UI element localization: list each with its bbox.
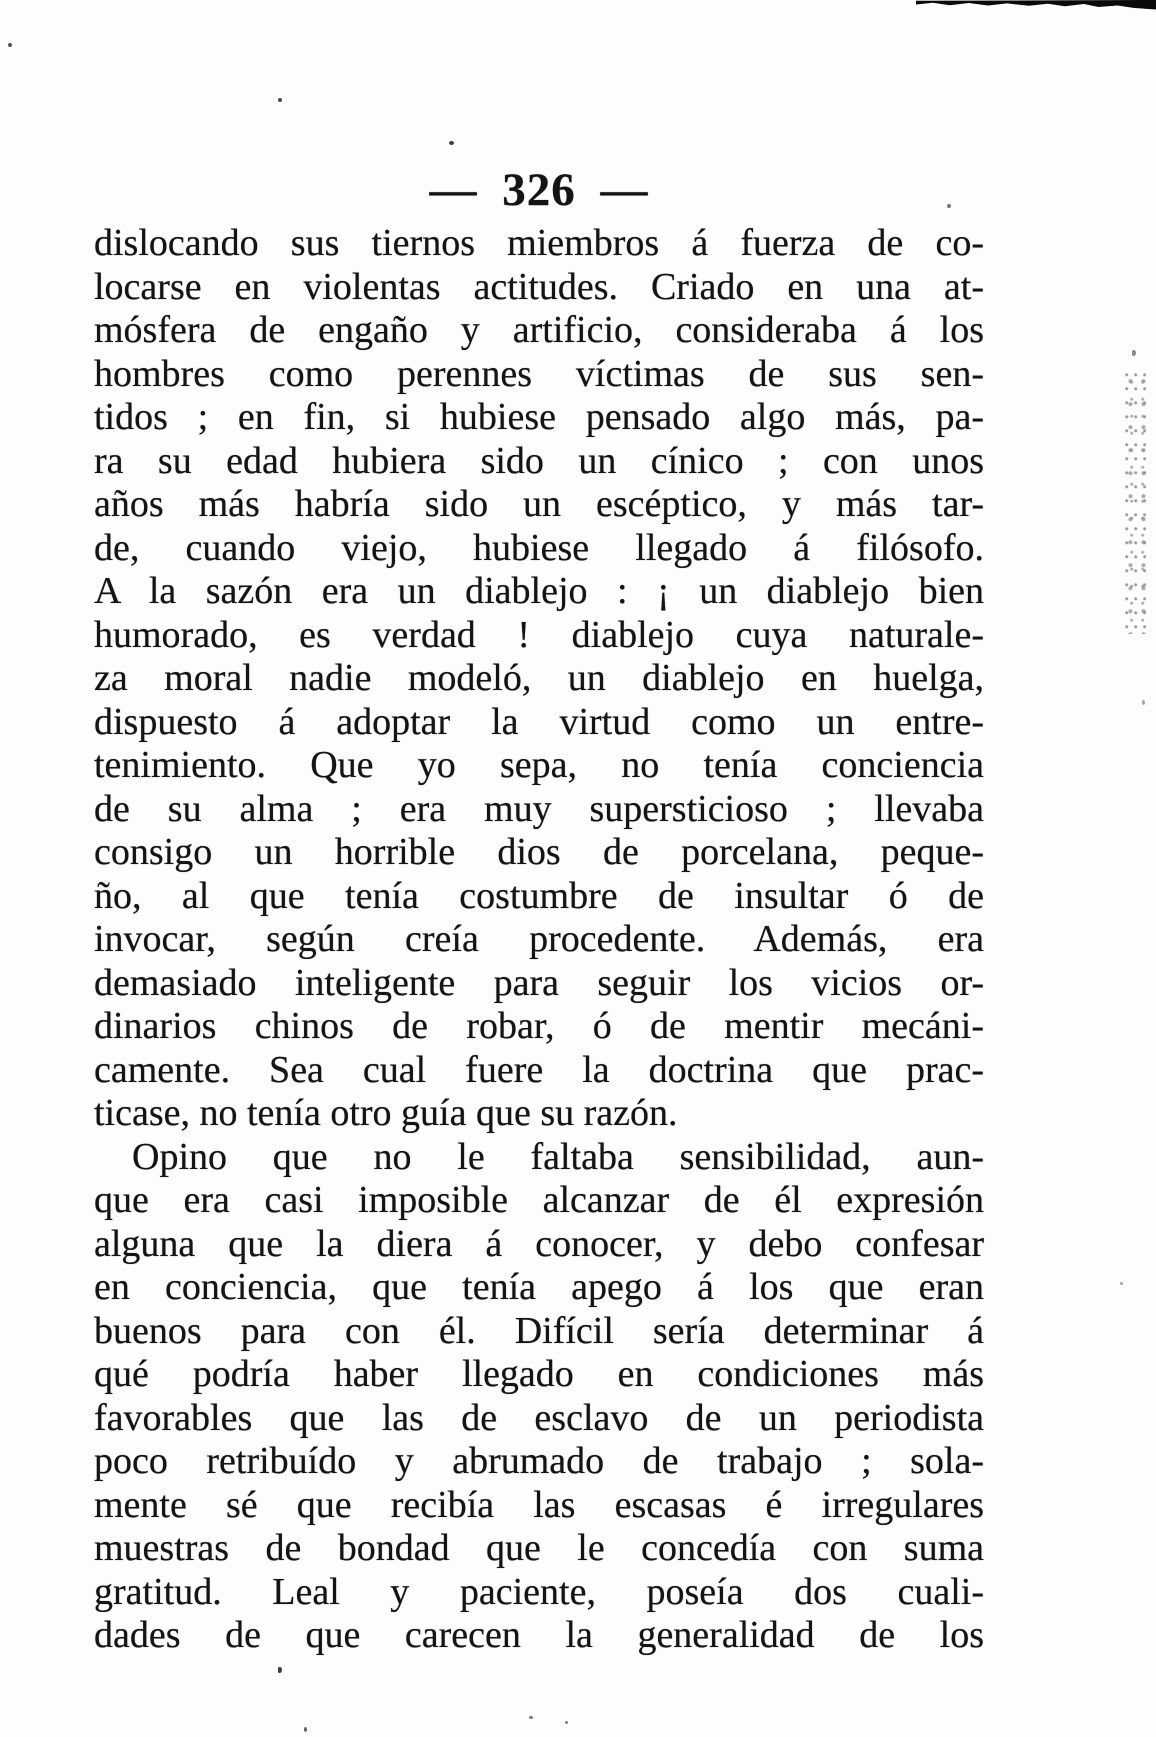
text-line: consigo un horrible dios de porcelana, peque- (94, 831, 984, 873)
text-line: ño, al que tenía costumbre de insultar ó de (94, 874, 984, 917)
text-line: favorables que las de esclavo de un periodista (94, 1396, 984, 1439)
scan-speck (278, 98, 282, 102)
scan-speck (304, 1727, 307, 1732)
text-line: tenimiento. Que yo sepa, no tenía conciencia (94, 744, 984, 786)
text-line: dinarios chinos de robar, ó de mentir mecáni- (94, 1005, 984, 1047)
scan-artifact-top-bar (916, 0, 1156, 10)
text-line: hombres como perennes víctimas de sus sen- (94, 352, 984, 395)
text-line: muestras de bondad que le concedía con suma (94, 1527, 984, 1569)
text-line: humorado, es verdad ! diablejo cuya naturale- (94, 613, 984, 656)
scan-speck (1132, 350, 1136, 356)
text-block (94, 222, 984, 1658)
text-line: locarse en violentas actitudes. Criado en una at- (94, 265, 984, 308)
text-line: ticase, no tenía otro guía que su razón. (94, 1092, 678, 1134)
text-line: camente. Sea cual fuere la doctrina que prac- (94, 1048, 984, 1091)
scan-speck (947, 204, 951, 208)
text-line: de su alma ; era muy supersticioso ; llevaba (94, 787, 984, 830)
text-line: años más habría sido un escéptico, y más tar- (94, 483, 984, 525)
text-line: dades de que carecen la generalidad de los (94, 1614, 984, 1656)
text-line: dislocando sus tiernos miembros á fuerza de co- (94, 222, 984, 264)
text-line: dispuesto á adoptar la virtud como un entre- (94, 700, 984, 743)
text-line: A la sazón era un diablejo : ¡ un diablejo bien (94, 570, 984, 612)
scan-speck (449, 141, 454, 145)
text-line: alguna que la diera á conocer, y debo confesar (94, 1222, 984, 1265)
scan-speck (565, 1721, 568, 1724)
scan-speck (529, 1716, 533, 1719)
text-line: de, cuando viejo, hubiese llegado á filósofo. (94, 526, 984, 569)
scan-speck (278, 1667, 282, 1673)
text-line: en conciencia, que tenía apego á los que eran (94, 1266, 984, 1308)
text-line: ra su edad hubiera sido un cínico ; con unos (94, 439, 984, 482)
text-line: mósfera de engaño y artificio, consideraba á los (94, 309, 984, 351)
scan-speck (8, 43, 12, 47)
text-line: que era casi imposible alcanzar de él expresión (94, 1179, 984, 1221)
text-line: demasiado inteligente para seguir los vicios or- (94, 961, 984, 1004)
text-line: za moral nadie modeló, un diablejo en huelga, (94, 657, 984, 699)
text-line: tidos ; en fin, si hubiese pensado algo más, pa- (94, 396, 984, 438)
scan-artifact-smudge (1124, 372, 1146, 634)
text-line: buenos para con él. Difícil sería determinar á (94, 1309, 984, 1352)
text-line: invocar, según creía procedente. Además, era (94, 918, 984, 960)
scan-speck (1142, 700, 1145, 705)
text-line: poco retribuído y abrumado de trabajo ; sola- (94, 1440, 984, 1482)
text-line: gratitud. Leal y paciente, poseía dos cuali- (94, 1570, 984, 1613)
scan-speck (1120, 1282, 1123, 1285)
text-line: mente sé que recibía las escasas é irregulares (94, 1483, 984, 1526)
page-number: — 326 — (429, 164, 649, 216)
text-line: Opino que no le faltaba sensibilidad, aun- (132, 1135, 984, 1178)
text-line: qué podría haber llegado en condiciones más (94, 1353, 984, 1395)
